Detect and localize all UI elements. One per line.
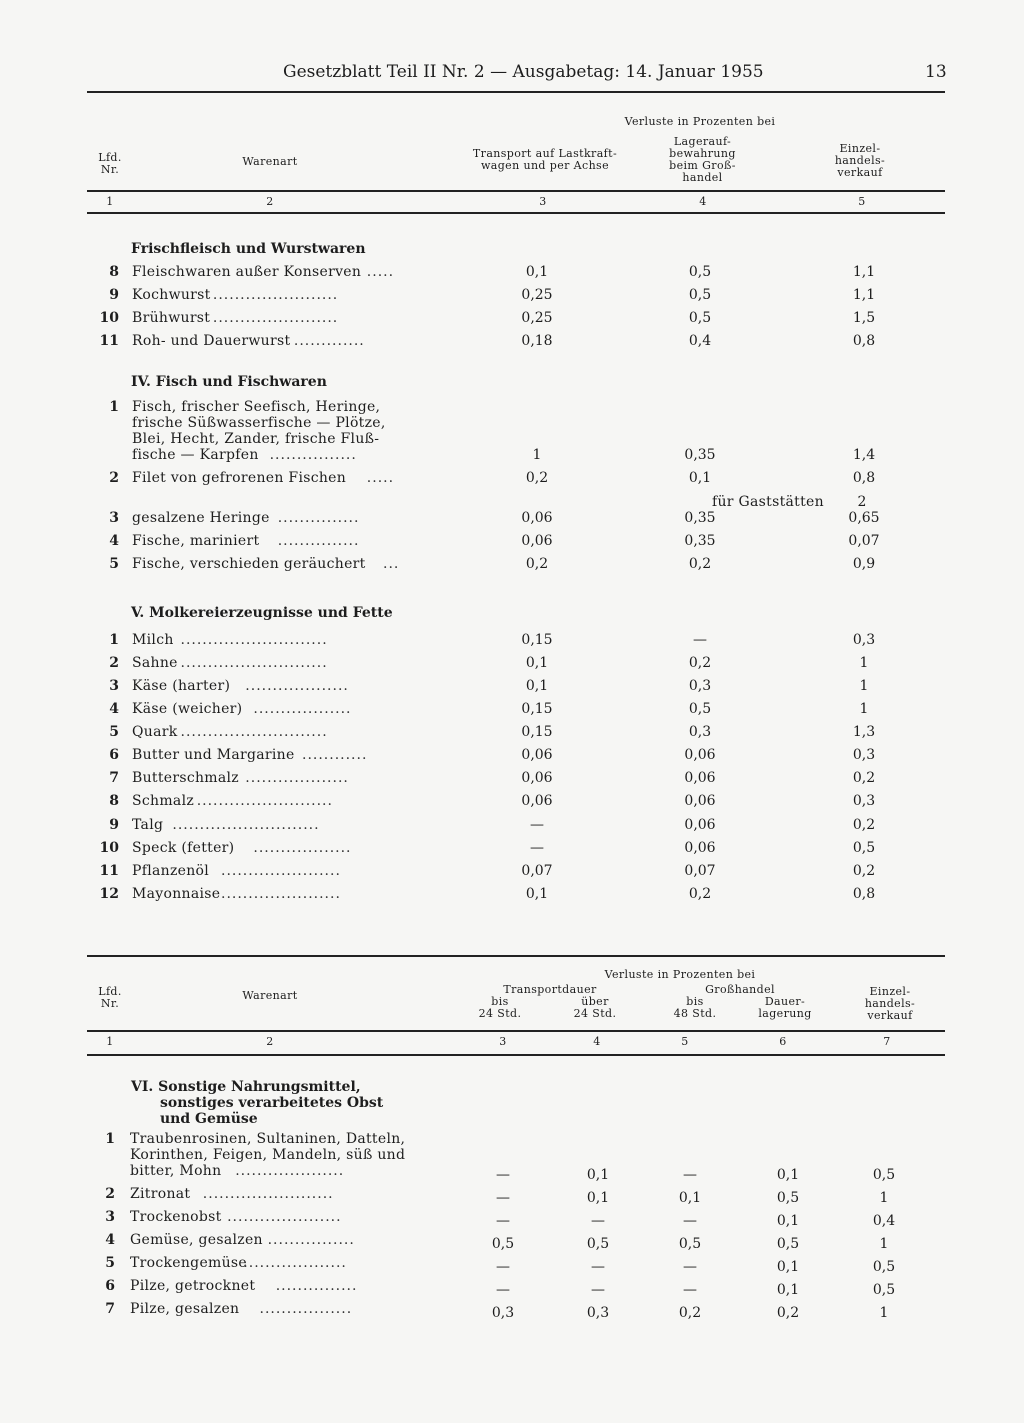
- item-name-line: Blei, Hecht, Zander, frische Fluß-: [132, 431, 380, 447]
- item-name: Pilze, getrocknet: [130, 1278, 256, 1294]
- item-name: Roh- und Dauerwurst: [132, 333, 291, 349]
- row-number: 7: [109, 770, 119, 786]
- cell-lagerung: 0,35: [684, 510, 716, 526]
- row-number: 6: [109, 747, 119, 763]
- cell-einzelhandel: 1,1: [852, 287, 876, 303]
- item-name: Butter und Margarine: [132, 747, 295, 763]
- row-number: 1: [109, 399, 119, 415]
- cell-einzelhandel: 1: [859, 701, 869, 717]
- item-name: Gemüse, gesalzen: [130, 1232, 263, 1248]
- dot-leader: ...........................: [172, 817, 320, 833]
- cell-transport-ueber-24: 0,5: [586, 1236, 610, 1252]
- item-name: Speck (fetter): [132, 840, 235, 856]
- cell-einzelhandel: 0,9: [852, 556, 876, 572]
- cell-lagerung: 0,2: [688, 886, 712, 902]
- item-name-line: frische Süßwasserfische — Plötze,: [132, 415, 386, 431]
- row-number: 5: [109, 724, 119, 740]
- cell-transport-ueber-24: 0,1: [586, 1167, 610, 1183]
- item-name: Trockengemüse: [130, 1255, 247, 1271]
- table-2-col5-header: bis 48 Std.: [673, 995, 717, 1020]
- item-name: Pilze, gesalzen: [130, 1301, 240, 1317]
- item-name: Zitronat: [130, 1186, 191, 1202]
- page-header-title: Gesetzblatt Teil II Nr. 2 — Ausgabetag: 14. Januar 1955: [283, 62, 764, 82]
- row-number: 8: [109, 793, 119, 809]
- row-number: 2: [109, 470, 119, 486]
- table-1-col1-header: Lfd. Nr.: [98, 151, 122, 176]
- cell-lagerung: 0,07: [684, 863, 716, 879]
- cell-dauerlagerung: 0,5: [776, 1236, 800, 1252]
- section-title: Frischfleisch und Wurstwaren: [131, 241, 366, 257]
- table-2-col2-header: Warenart: [242, 989, 298, 1002]
- dot-leader: .....: [366, 470, 395, 486]
- item-name: gesalzene Heringe: [132, 510, 270, 526]
- cell-transport-bis-24: —: [496, 1213, 510, 1229]
- cell-einzelhandel: 0,5: [872, 1282, 896, 1298]
- table-1-top-rule: [87, 91, 945, 93]
- dot-leader: .................: [259, 1301, 353, 1317]
- dot-leader: ........................: [202, 1186, 334, 1202]
- item-name: Schmalz: [132, 793, 195, 809]
- table-2-column-number: 3: [499, 1035, 507, 1048]
- cell-einzelhandel: 1: [859, 655, 869, 671]
- page-number: 13: [925, 62, 947, 82]
- cell-einzelhandel: 0,3: [852, 793, 876, 809]
- cell-lagerung: 0,5: [688, 287, 712, 303]
- cell-lagerung: 0,3: [688, 724, 712, 740]
- cell-lagerung: 0,5: [688, 264, 712, 280]
- cell-dauerlagerung: 0,1: [776, 1167, 800, 1183]
- item-name-line: Traubenrosinen, Sultaninen, Datteln,: [130, 1131, 406, 1147]
- cell-transport: 0,2: [525, 470, 549, 486]
- cell-transport: 0,2: [525, 556, 549, 572]
- cell-transport: 0,15: [521, 701, 553, 717]
- cell-einzelhandel: 0,3: [852, 632, 876, 648]
- item-name: Trockenobst: [130, 1209, 222, 1225]
- cell-transport: 0,18: [521, 333, 553, 349]
- item-name: Kochwurst: [132, 287, 211, 303]
- note-gaststaetten: für Gaststätten: [712, 494, 824, 510]
- item-name: Sahne: [132, 655, 178, 671]
- section-title-line: sonstiges verarbeitetes Obst: [160, 1095, 384, 1111]
- cell-transport: 0,15: [521, 632, 553, 648]
- cell-einzelhandel: 0,8: [852, 470, 876, 486]
- table-2-column-number: 1: [106, 1035, 114, 1048]
- dot-leader: ................: [267, 1232, 355, 1248]
- cell-transport-bis-24: —: [496, 1190, 510, 1206]
- table-2-number-rule: [87, 1054, 945, 1056]
- section-title-line: VI. Sonstige Nahrungsmittel,: [131, 1079, 361, 1095]
- item-name: Quark: [132, 724, 178, 740]
- table-1-col5-header: Einzel- handels- verkauf: [834, 142, 886, 179]
- cell-einzelhandel: 0,2: [852, 817, 876, 833]
- dot-leader: .........................: [196, 793, 333, 809]
- dot-leader: ...........................: [180, 632, 328, 648]
- cell-lagerung: 0,06: [684, 840, 716, 856]
- row-number: 2: [109, 655, 119, 671]
- cell-lagerung: 0,06: [684, 793, 716, 809]
- dot-leader: ...............: [275, 1278, 358, 1294]
- table-1-number-rule: [87, 212, 945, 214]
- cell-transport: 0,06: [521, 510, 553, 526]
- cell-lagerung: 0,06: [684, 817, 716, 833]
- table-2-column-number: 6: [779, 1035, 787, 1048]
- item-name-line: Korinthen, Feigen, Mandeln, süß und: [130, 1147, 406, 1163]
- item-name: Pflanzenöl: [132, 863, 210, 879]
- cell-dauerlagerung: 0,2: [776, 1305, 800, 1321]
- cell-transport: 0,07: [521, 863, 553, 879]
- item-name: Butterschmalz: [132, 770, 239, 786]
- row-number: 5: [105, 1255, 115, 1271]
- row-number: 11: [99, 863, 119, 879]
- dot-leader: ...................: [245, 678, 349, 694]
- item-name: Mayonnaise: [132, 886, 221, 902]
- cell-grosshandel-bis-48: —: [683, 1282, 697, 1298]
- cell-transport: 0,06: [521, 533, 553, 549]
- dot-leader: .......................: [212, 310, 339, 326]
- table-2-column-number: 5: [681, 1035, 689, 1048]
- row-number: 9: [109, 817, 119, 833]
- cell-einzelhandel: 0,65: [848, 510, 880, 526]
- row-number: 3: [109, 510, 119, 526]
- dot-leader: ............: [302, 747, 368, 763]
- table-2-col6-header: Dauer- lagerung: [758, 995, 812, 1020]
- cell-lagerung: 0,06: [684, 747, 716, 763]
- cell-grosshandel-bis-48: 0,5: [678, 1236, 702, 1252]
- table-1-group-header: Verluste in Prozenten bei: [624, 115, 776, 128]
- item-name: Brühwurst: [132, 310, 211, 326]
- cell-einzelhandel: 0,4: [872, 1213, 896, 1229]
- item-name: Käse (weicher): [132, 701, 243, 717]
- item-name: Käse (harter): [132, 678, 231, 694]
- table-2-col7-header: Einzel- handels- verkauf: [864, 985, 916, 1022]
- cell-transport: 0,1: [525, 264, 549, 280]
- cell-einzelhandel: 1: [879, 1236, 889, 1252]
- cell-lagerung: 0,1: [688, 470, 712, 486]
- item-name: Fische, verschieden geräuchert: [132, 556, 366, 572]
- cell-transport: 1: [532, 447, 542, 463]
- cell-einzelhandel: 1,5: [852, 310, 876, 326]
- cell-lagerung: 0,3: [688, 678, 712, 694]
- cell-lagerung: 0,2: [688, 556, 712, 572]
- cell-lagerung: 0,35: [684, 533, 716, 549]
- table-2-transport-header: Transportdauer: [503, 983, 597, 996]
- cell-dauerlagerung: 0,5: [776, 1190, 800, 1206]
- cell-transport-ueber-24: 0,1: [586, 1190, 610, 1206]
- cell-transport: 0,25: [521, 287, 553, 303]
- cell-transport: 0,25: [521, 310, 553, 326]
- cell-transport: —: [530, 817, 544, 833]
- row-number: 7: [105, 1301, 115, 1317]
- cell-dauerlagerung: 0,1: [776, 1259, 800, 1275]
- cell-lagerung: 0,4: [688, 333, 712, 349]
- cell-einzelhandel: 1: [859, 678, 869, 694]
- dot-leader: ................: [269, 447, 357, 463]
- cell-transport: —: [530, 840, 544, 856]
- item-name-line: Fisch, frischer Seefisch, Heringe,: [132, 399, 381, 415]
- row-number: 2: [105, 1186, 115, 1202]
- cell-transport-bis-24: —: [496, 1282, 510, 1298]
- table-2-column-number: 2: [266, 1035, 274, 1048]
- table-2-col1-header: Lfd. Nr.: [98, 985, 122, 1010]
- cell-lagerung: 0,35: [684, 447, 716, 463]
- section-title: V. Molkereierzeugnisse und Fette: [131, 605, 393, 621]
- row-number: 4: [109, 533, 119, 549]
- table-2-col4-header: über 24 Std.: [573, 995, 617, 1020]
- table-2-col3-header: bis 24 Std.: [478, 995, 522, 1020]
- cell-einzelhandel: 1,1: [852, 264, 876, 280]
- cell-grosshandel-bis-48: 0,1: [678, 1190, 702, 1206]
- cell-lagerung: —: [693, 632, 707, 648]
- dot-leader: ......................: [221, 863, 341, 879]
- table-2-column-number: 7: [883, 1035, 891, 1048]
- cell-lagerung: 0,06: [684, 770, 716, 786]
- cell-einzelhandel: 1: [879, 1190, 889, 1206]
- cell-grosshandel-bis-48: —: [683, 1167, 697, 1183]
- item-name: Fische, mariniert: [132, 533, 260, 549]
- cell-transport: 0,06: [521, 770, 553, 786]
- row-number: 11: [99, 333, 119, 349]
- table-2-header-rule: [87, 1030, 945, 1032]
- cell-einzelhandel: 0,3: [852, 747, 876, 763]
- cell-einzelhandel: 0,5: [852, 840, 876, 856]
- cell-lagerung: 0,2: [688, 655, 712, 671]
- row-number: 3: [109, 678, 119, 694]
- table-1-col2-header: Warenart: [242, 155, 298, 168]
- cell-einzelhandel: 0,5: [872, 1167, 896, 1183]
- dot-leader: .....: [366, 264, 395, 280]
- cell-lagerung: 0,5: [688, 310, 712, 326]
- cell-transport: 0,1: [525, 886, 549, 902]
- cell-einzelhandel: 0,8: [852, 886, 876, 902]
- dot-leader: ..................: [253, 701, 352, 717]
- dot-leader: .....................: [227, 1209, 342, 1225]
- cell-dauerlagerung: 0,1: [776, 1282, 800, 1298]
- table-1-column-number: 5: [858, 195, 866, 208]
- table-1-col4-header: Lagerauf- bewahrung beim Groß- handel: [669, 135, 736, 184]
- row-number: 3: [105, 1209, 115, 1225]
- row-number: 4: [109, 701, 119, 717]
- row-number: 1: [105, 1131, 115, 1147]
- table-2-group-header: Verluste in Prozenten bei: [604, 968, 756, 981]
- row-number: 4: [105, 1232, 115, 1248]
- table-1-header-rule: [87, 190, 945, 192]
- cell-transport-bis-24: 0,3: [491, 1305, 515, 1321]
- row-number: 10: [99, 310, 119, 326]
- row-number: 10: [99, 840, 119, 856]
- cell-transport: 0,1: [525, 655, 549, 671]
- cell-einzelhandel: 1: [879, 1305, 889, 1321]
- cell-transport-bis-24: 0,5: [491, 1236, 515, 1252]
- dot-leader: ...: [383, 556, 400, 572]
- cell-transport-ueber-24: —: [591, 1259, 605, 1275]
- cell-transport: 0,06: [521, 793, 553, 809]
- dot-leader: ......................: [221, 886, 341, 902]
- cell-einzelhandel: 0,2: [852, 770, 876, 786]
- dot-leader: ...............: [277, 533, 360, 549]
- table-1-column-number: 4: [699, 195, 707, 208]
- item-name: Filet von gefrorenen Fischen: [132, 470, 347, 486]
- dot-leader: ..................: [253, 840, 352, 856]
- table-1-column-number: 1: [106, 195, 114, 208]
- item-name-line: fische — Karpfen: [132, 447, 259, 463]
- row-number: 12: [99, 886, 119, 902]
- table-2-gross-header: Großhandel: [705, 983, 775, 996]
- section-title: IV. Fisch und Fischwaren: [131, 374, 327, 390]
- row-number: 5: [109, 556, 119, 572]
- dot-leader: ...........................: [180, 655, 328, 671]
- row-number: 9: [109, 287, 119, 303]
- row-number: 8: [109, 264, 119, 280]
- cell-lagerung: 0,5: [688, 701, 712, 717]
- dot-leader: ....................: [235, 1163, 345, 1179]
- item-name-line: bitter, Mohn: [130, 1163, 222, 1179]
- cell-transport-ueber-24: —: [591, 1213, 605, 1229]
- cell-dauerlagerung: 0,1: [776, 1213, 800, 1229]
- dot-leader: ...............: [277, 510, 360, 526]
- section-title-line: und Gemüse: [160, 1111, 258, 1127]
- cell-transport-bis-24: —: [496, 1167, 510, 1183]
- row-number: 1: [109, 632, 119, 648]
- item-name: Fleischwaren außer Konserven: [132, 264, 362, 280]
- dot-leader: ...........................: [180, 724, 328, 740]
- cell-einzelhandel: 0,2: [852, 863, 876, 879]
- dot-leader: ...................: [245, 770, 349, 786]
- table-2-top-rule: [87, 955, 945, 957]
- cell-einzelhandel-note: 2: [857, 494, 867, 510]
- dot-leader: .......................: [212, 287, 339, 303]
- cell-einzelhandel: 1,3: [852, 724, 876, 740]
- cell-einzelhandel: 0,8: [852, 333, 876, 349]
- cell-einzelhandel: 0,07: [848, 533, 880, 549]
- cell-grosshandel-bis-48: —: [683, 1213, 697, 1229]
- item-name: Milch: [132, 632, 174, 648]
- cell-einzelhandel: 0,5: [872, 1259, 896, 1275]
- cell-transport-bis-24: —: [496, 1259, 510, 1275]
- table-2-column-number: 4: [593, 1035, 601, 1048]
- cell-einzelhandel: 1,4: [852, 447, 876, 463]
- cell-transport: 0,15: [521, 724, 553, 740]
- cell-transport: 0,1: [525, 678, 549, 694]
- row-number: 6: [105, 1278, 115, 1294]
- table-1-column-number: 2: [266, 195, 274, 208]
- dot-leader: .............: [293, 333, 365, 349]
- dot-leader: ...................: [243, 1255, 347, 1271]
- cell-grosshandel-bis-48: 0,2: [678, 1305, 702, 1321]
- cell-transport: 0,06: [521, 747, 553, 763]
- cell-grosshandel-bis-48: —: [683, 1259, 697, 1275]
- table-1-column-number: 3: [539, 195, 547, 208]
- table-1-col3-header: Transport auf Lastkraft- wagen und per Achse: [472, 147, 618, 172]
- cell-transport-ueber-24: 0,3: [586, 1305, 610, 1321]
- item-name: Talg: [132, 817, 164, 833]
- cell-transport-ueber-24: —: [591, 1282, 605, 1298]
